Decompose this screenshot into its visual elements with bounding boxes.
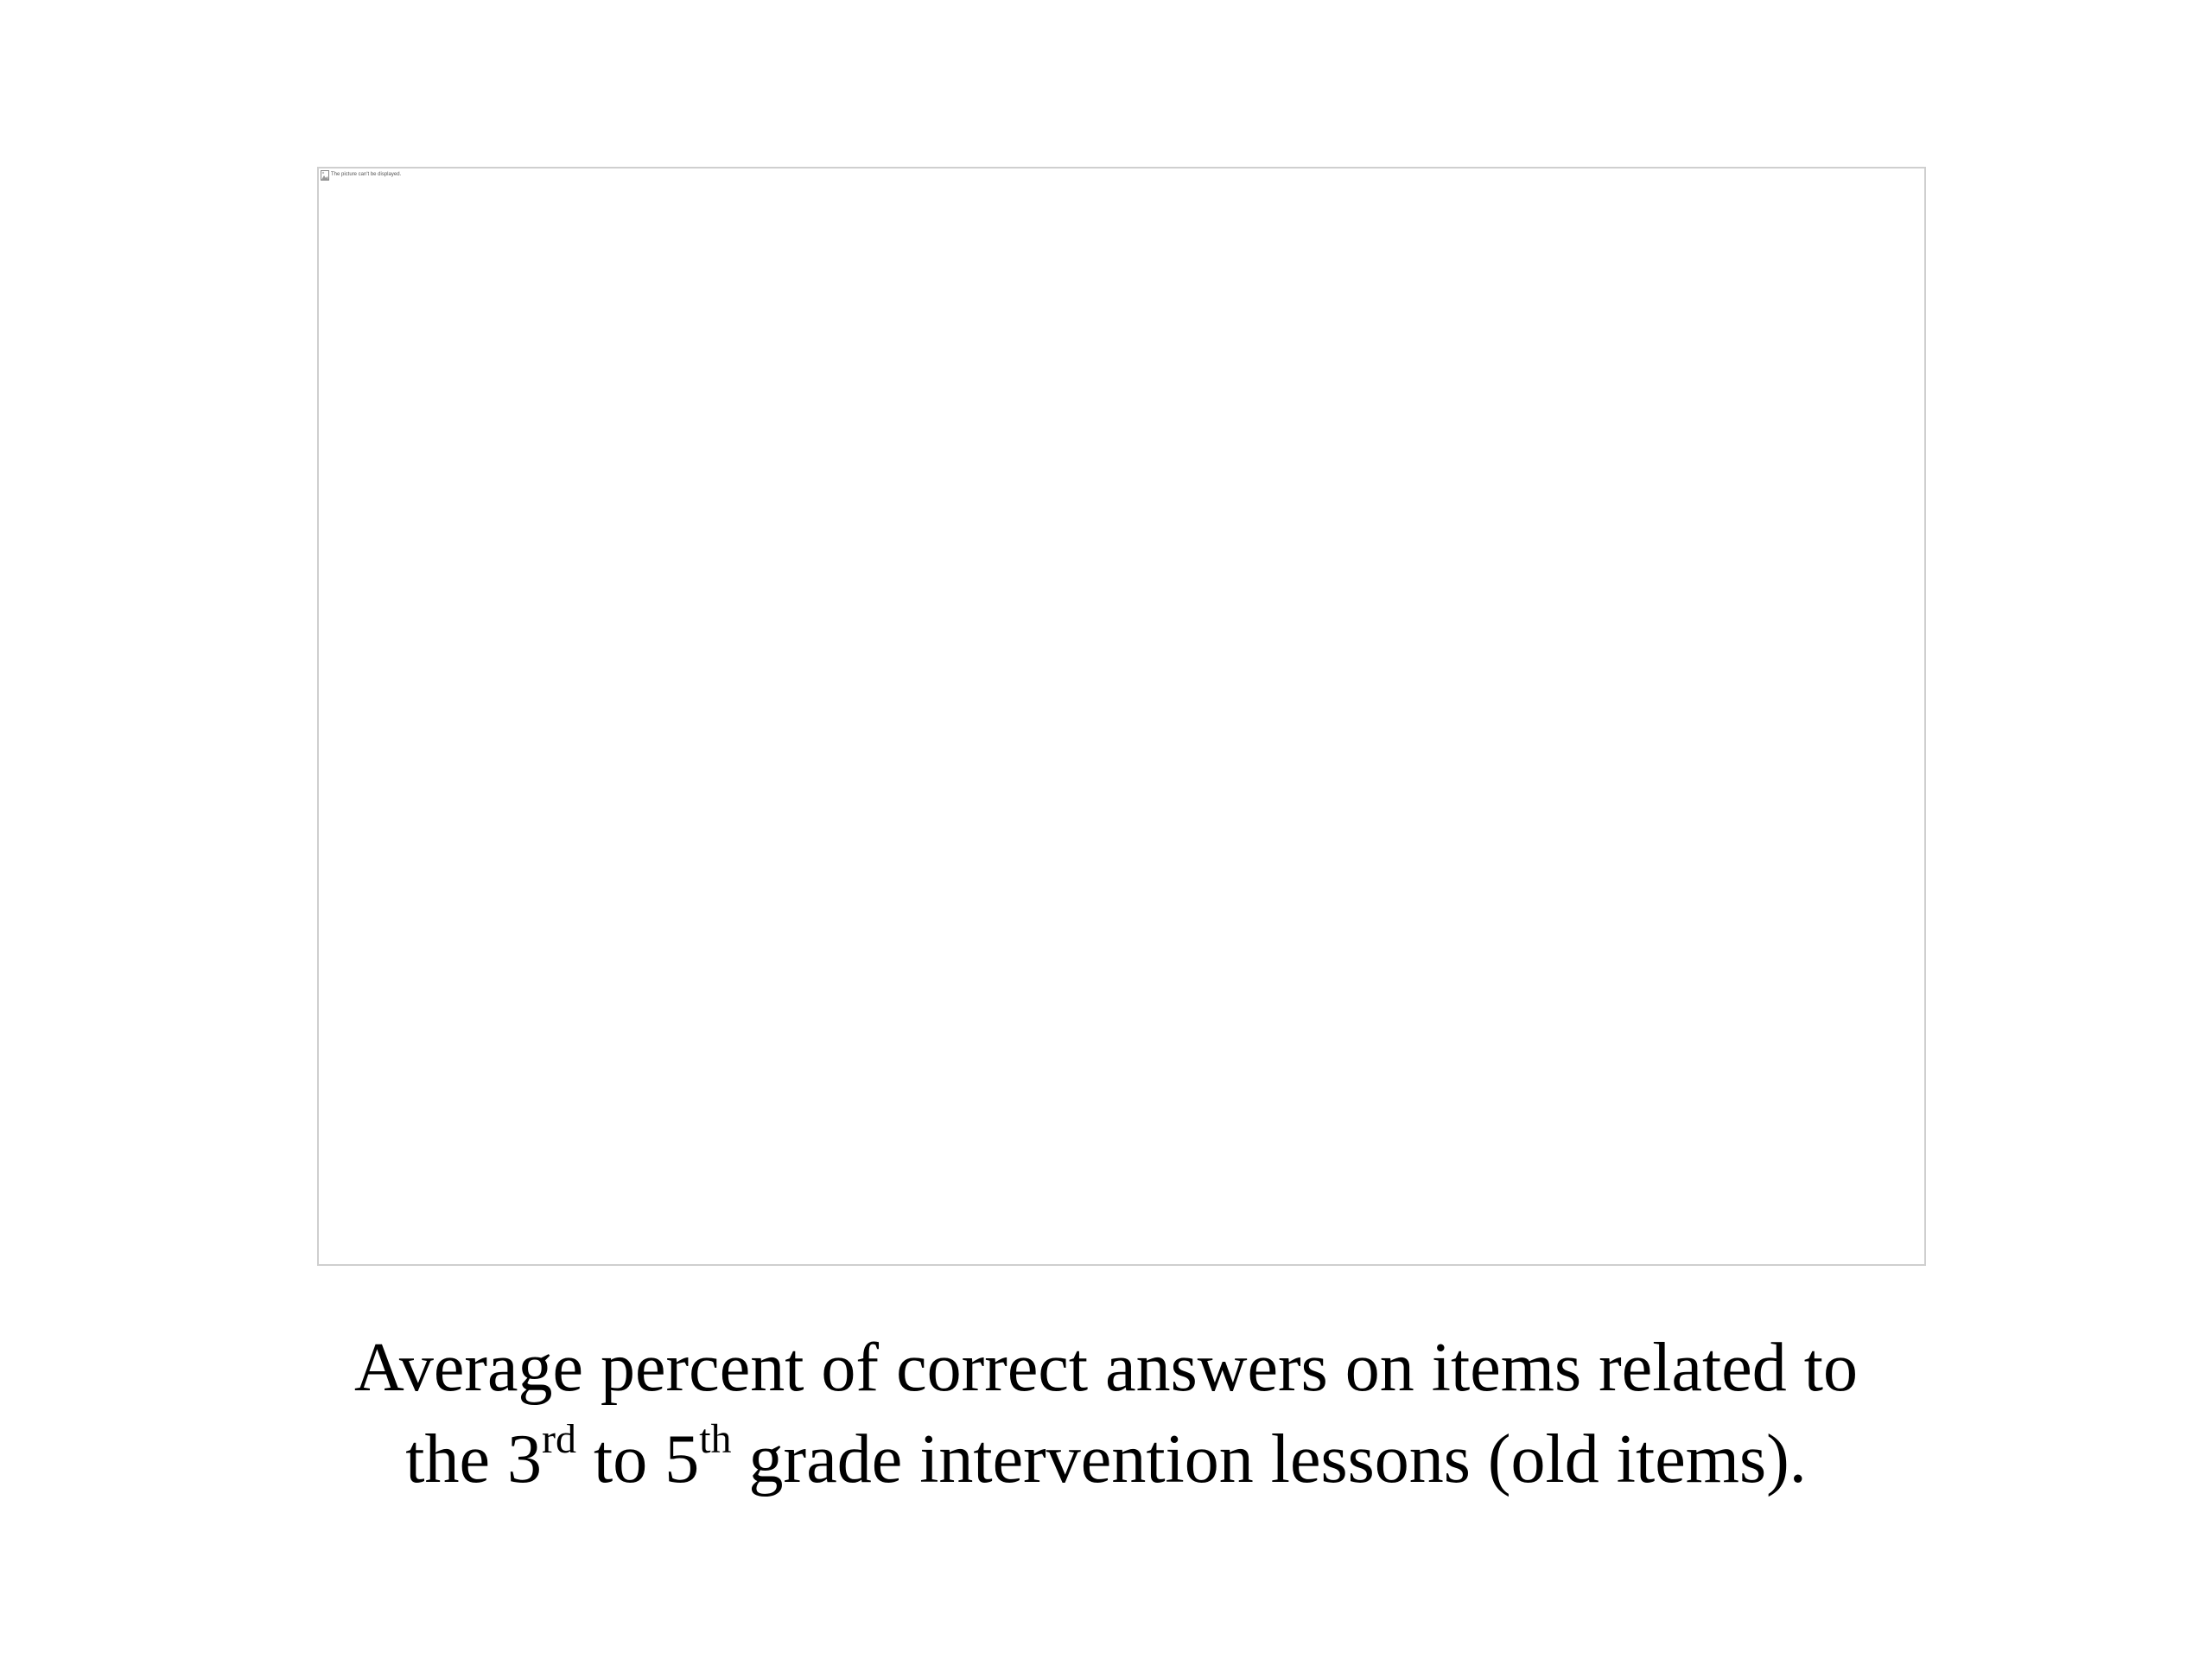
caption-line-2 — [242, 1414, 1970, 1505]
caption-line-2-part-c: grade intervention lessons (old items). — [731, 1421, 1807, 1497]
image-placeholder — [317, 167, 1926, 1266]
caption-line-2-part-b: to 5 — [575, 1421, 700, 1497]
caption-line-1: Average percent of correct answers on items related to — [354, 1330, 1858, 1406]
caption-superscript-th: th — [699, 1416, 732, 1463]
caption — [242, 1322, 1970, 1505]
caption-line-2-part-a: the 3 — [405, 1421, 542, 1497]
caption-superscript-rd: rd — [541, 1416, 576, 1463]
broken-image-icon — [321, 170, 329, 181]
broken-image-text: The picture can't be displayed. — [331, 172, 402, 177]
